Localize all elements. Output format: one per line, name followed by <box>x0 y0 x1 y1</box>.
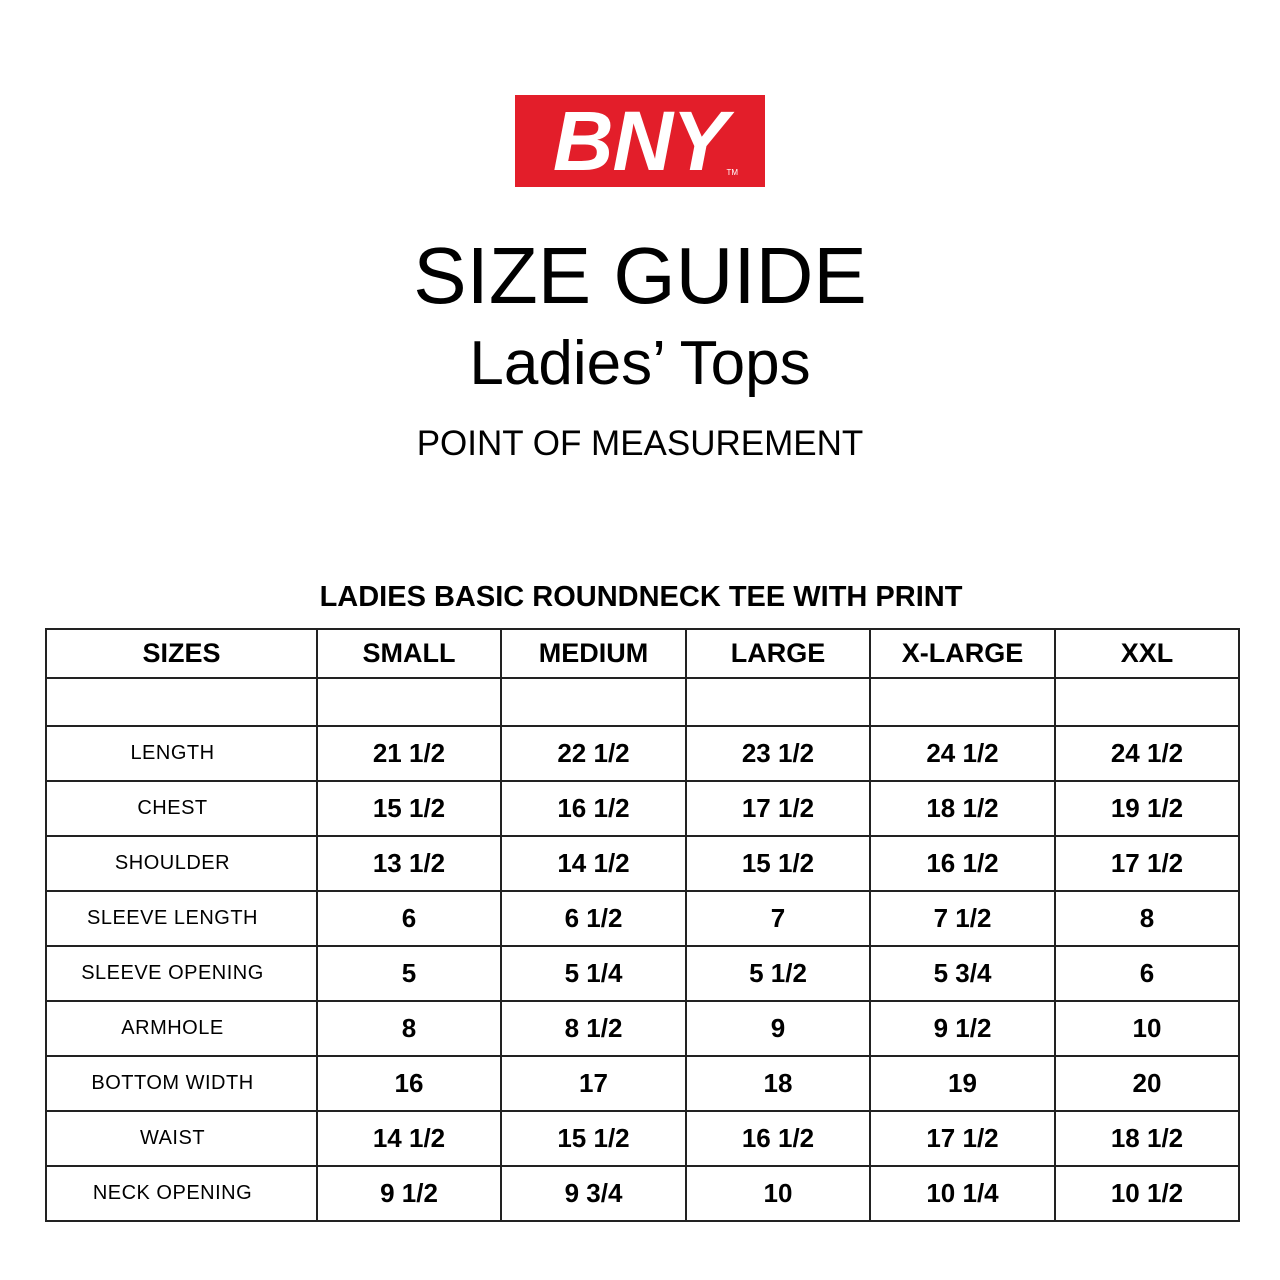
table-cell: 17 1/2 <box>1055 836 1239 891</box>
trademark-mark: TM <box>726 168 738 177</box>
table-row <box>46 836 1239 891</box>
row-label <box>46 836 317 891</box>
row-label <box>46 1056 317 1111</box>
table-cell: 6 1/2 <box>501 891 686 946</box>
page-subtitle: Ladies’ Tops <box>469 329 811 398</box>
table-cell: 5 3/4 <box>870 946 1055 1001</box>
table-cell: 15 1/2 <box>317 781 501 836</box>
empty-cell <box>686 678 870 726</box>
brand-logo <box>515 95 765 187</box>
table-cell: 19 <box>870 1056 1055 1111</box>
table-cell: 9 1/2 <box>870 1001 1055 1056</box>
row-label-text: ARMHOLE <box>121 1017 224 1039</box>
column-header: XXL <box>1055 629 1239 678</box>
brand-logo-text: BNY <box>552 94 728 188</box>
row-label-text: BOTTOM WIDTH <box>91 1072 254 1094</box>
empty-cell <box>1055 678 1239 726</box>
column-header: MEDIUM <box>501 629 686 678</box>
table-cell: 9 <box>686 1001 870 1056</box>
table-cell: 9 1/2 <box>317 1166 501 1221</box>
table-cell: 15 1/2 <box>686 836 870 891</box>
table-cell: 17 1/2 <box>686 781 870 836</box>
row-label-text: SLEEVE OPENING <box>81 962 264 984</box>
table-cell: 16 1/2 <box>686 1111 870 1166</box>
row-label-text: SLEEVE LENGTH <box>86 907 258 929</box>
table-cell: 6 <box>317 891 501 946</box>
table-row <box>46 1001 1239 1056</box>
table-cell: 21 1/2 <box>317 726 501 781</box>
table-cell: 14 1/2 <box>501 836 686 891</box>
table-cell: 17 1/2 <box>870 1111 1055 1166</box>
table-row <box>46 781 1239 836</box>
table-cell: 5 1/2 <box>686 946 870 1001</box>
column-header: LARGE <box>686 629 870 678</box>
table-cell: 15 1/2 <box>501 1111 686 1166</box>
row-label <box>46 1166 317 1221</box>
table-cell: 16 1/2 <box>870 836 1055 891</box>
size-table <box>45 628 1240 1222</box>
row-label-text: SHOULDER <box>114 852 231 874</box>
table-cell: 10 1/4 <box>870 1166 1055 1221</box>
table-cell: 7 <box>686 891 870 946</box>
empty-cell <box>870 678 1055 726</box>
section-heading: POINT OF MEASUREMENT <box>416 424 864 463</box>
row-label-text: NECK OPENING <box>92 1182 253 1204</box>
table-cell: 10 <box>686 1166 870 1221</box>
table-row <box>46 891 1239 946</box>
column-header: SIZES <box>46 629 317 678</box>
table-cell: 13 1/2 <box>317 836 501 891</box>
column-header: X-LARGE <box>870 629 1055 678</box>
row-label-text: CHEST <box>137 797 208 819</box>
table-cell: 16 1/2 <box>501 781 686 836</box>
table-row <box>46 726 1239 781</box>
row-label-text: LENGTH <box>130 742 215 764</box>
table-cell: 9 3/4 <box>501 1166 686 1221</box>
table-cell: 19 1/2 <box>1055 781 1239 836</box>
row-label <box>46 781 317 836</box>
table-cell: 18 1/2 <box>870 781 1055 836</box>
table-cell: 8 <box>1055 891 1239 946</box>
table-cell: 5 1/4 <box>501 946 686 1001</box>
table-cell: 8 1/2 <box>501 1001 686 1056</box>
row-label <box>46 946 317 1001</box>
table-cell: 7 1/2 <box>870 891 1055 946</box>
table-row <box>46 1166 1239 1221</box>
column-header: SMALL <box>317 629 501 678</box>
table-cell: 17 <box>501 1056 686 1111</box>
row-label <box>46 1111 317 1166</box>
table-cell: 16 <box>317 1056 501 1111</box>
table-cell: 18 <box>686 1056 870 1111</box>
table-cell: 10 1/2 <box>1055 1166 1239 1221</box>
table-cell: 6 <box>1055 946 1239 1001</box>
table-cell: 23 1/2 <box>686 726 870 781</box>
table-cell: 10 <box>1055 1001 1239 1056</box>
table-row <box>46 1111 1239 1166</box>
row-label-text: WAIST <box>139 1127 206 1149</box>
empty-cell <box>317 678 501 726</box>
empty-cell <box>501 678 686 726</box>
table-cell: 8 <box>317 1001 501 1056</box>
table-row <box>46 1056 1239 1111</box>
table-cell: 22 1/2 <box>501 726 686 781</box>
empty-cell <box>46 678 317 726</box>
table-cell: 5 <box>317 946 501 1001</box>
table-row <box>46 946 1239 1001</box>
table-cell: 24 1/2 <box>1055 726 1239 781</box>
table-cell: 20 <box>1055 1056 1239 1111</box>
table-cell: 14 1/2 <box>317 1111 501 1166</box>
row-label <box>46 891 317 946</box>
table-title: LADIES BASIC ROUNDNECK TEE WITH PRINT <box>319 581 963 613</box>
table-cell: 18 1/2 <box>1055 1111 1239 1166</box>
empty-row <box>46 678 1239 726</box>
row-label <box>46 726 317 781</box>
page-title: SIZE GUIDE <box>413 231 867 320</box>
row-label <box>46 1001 317 1056</box>
table-header-row <box>46 629 1239 678</box>
table-cell: 24 1/2 <box>870 726 1055 781</box>
